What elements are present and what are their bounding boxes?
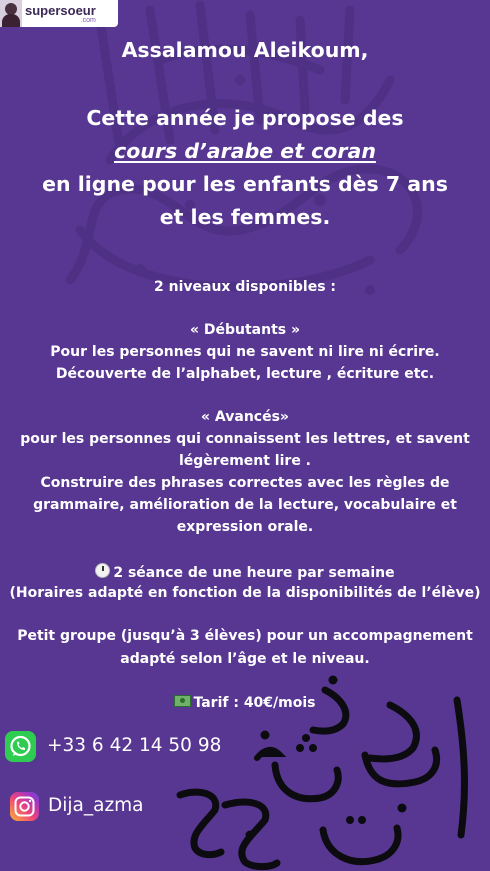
- beginners-title: « Débutants »: [189, 322, 301, 338]
- schedule-line-2: (Horaires adapté en fonction de la disponibilités de l’élève): [9, 585, 481, 601]
- heading-course-title: cours d’arabe et coran: [114, 139, 376, 163]
- brand-domain: .com: [80, 16, 96, 24]
- advanced-line-2: légèrement lire .: [178, 453, 311, 469]
- instagram-handle[interactable]: Dija_azma: [48, 795, 144, 816]
- whatsapp-icon[interactable]: [5, 731, 36, 762]
- advanced-title: « Avancés»: [201, 409, 289, 425]
- levels-intro: 2 niveaux disponibles :: [154, 279, 336, 295]
- heading-line-1: Cette année je propose des: [86, 106, 404, 130]
- advanced-line-5: expression orale.: [176, 519, 314, 535]
- greeting: Assalamou Aleikoum,: [121, 38, 369, 62]
- arabic-letters-decoration: [165, 670, 490, 871]
- heading-line-3: en ligne pour les enfants dès 7 ans: [42, 172, 448, 196]
- heading-line-4: et les femmes.: [159, 205, 331, 229]
- tarif-text: Tarif : 40€/mois: [193, 695, 316, 711]
- advanced-line-1: pour les personnes qui connaissent les lettres, et savent: [20, 431, 470, 447]
- advanced-line-4: grammaire, amélioration de la lecture, vocabulaire et: [33, 497, 457, 513]
- beginners-line-1: Pour les personnes qui ne savent ni lire ni écrire.: [50, 344, 440, 360]
- brand-name: supersoeur: [25, 2, 96, 18]
- beginners-line-2: Découverte de l’alphabet, lecture , écriture etc.: [55, 366, 435, 382]
- advanced-line-3: Construire des phrases correctes avec les règles de: [40, 475, 450, 491]
- clock-icon: [95, 563, 110, 578]
- schedule-line-1: 2 séance de une heure par semaine: [113, 565, 395, 581]
- supersoeur-logo: [0, 0, 118, 27]
- phone-number[interactable]: +33 6 42 14 50 98: [47, 735, 222, 756]
- group-line-2: adapté selon l’âge et le niveau.: [120, 651, 370, 667]
- instagram-icon[interactable]: [10, 792, 39, 821]
- logo-avatar-icon: [0, 0, 22, 27]
- group-line-1: Petit groupe (jusqu’à 3 élèves) pour un accompagnement: [17, 628, 473, 644]
